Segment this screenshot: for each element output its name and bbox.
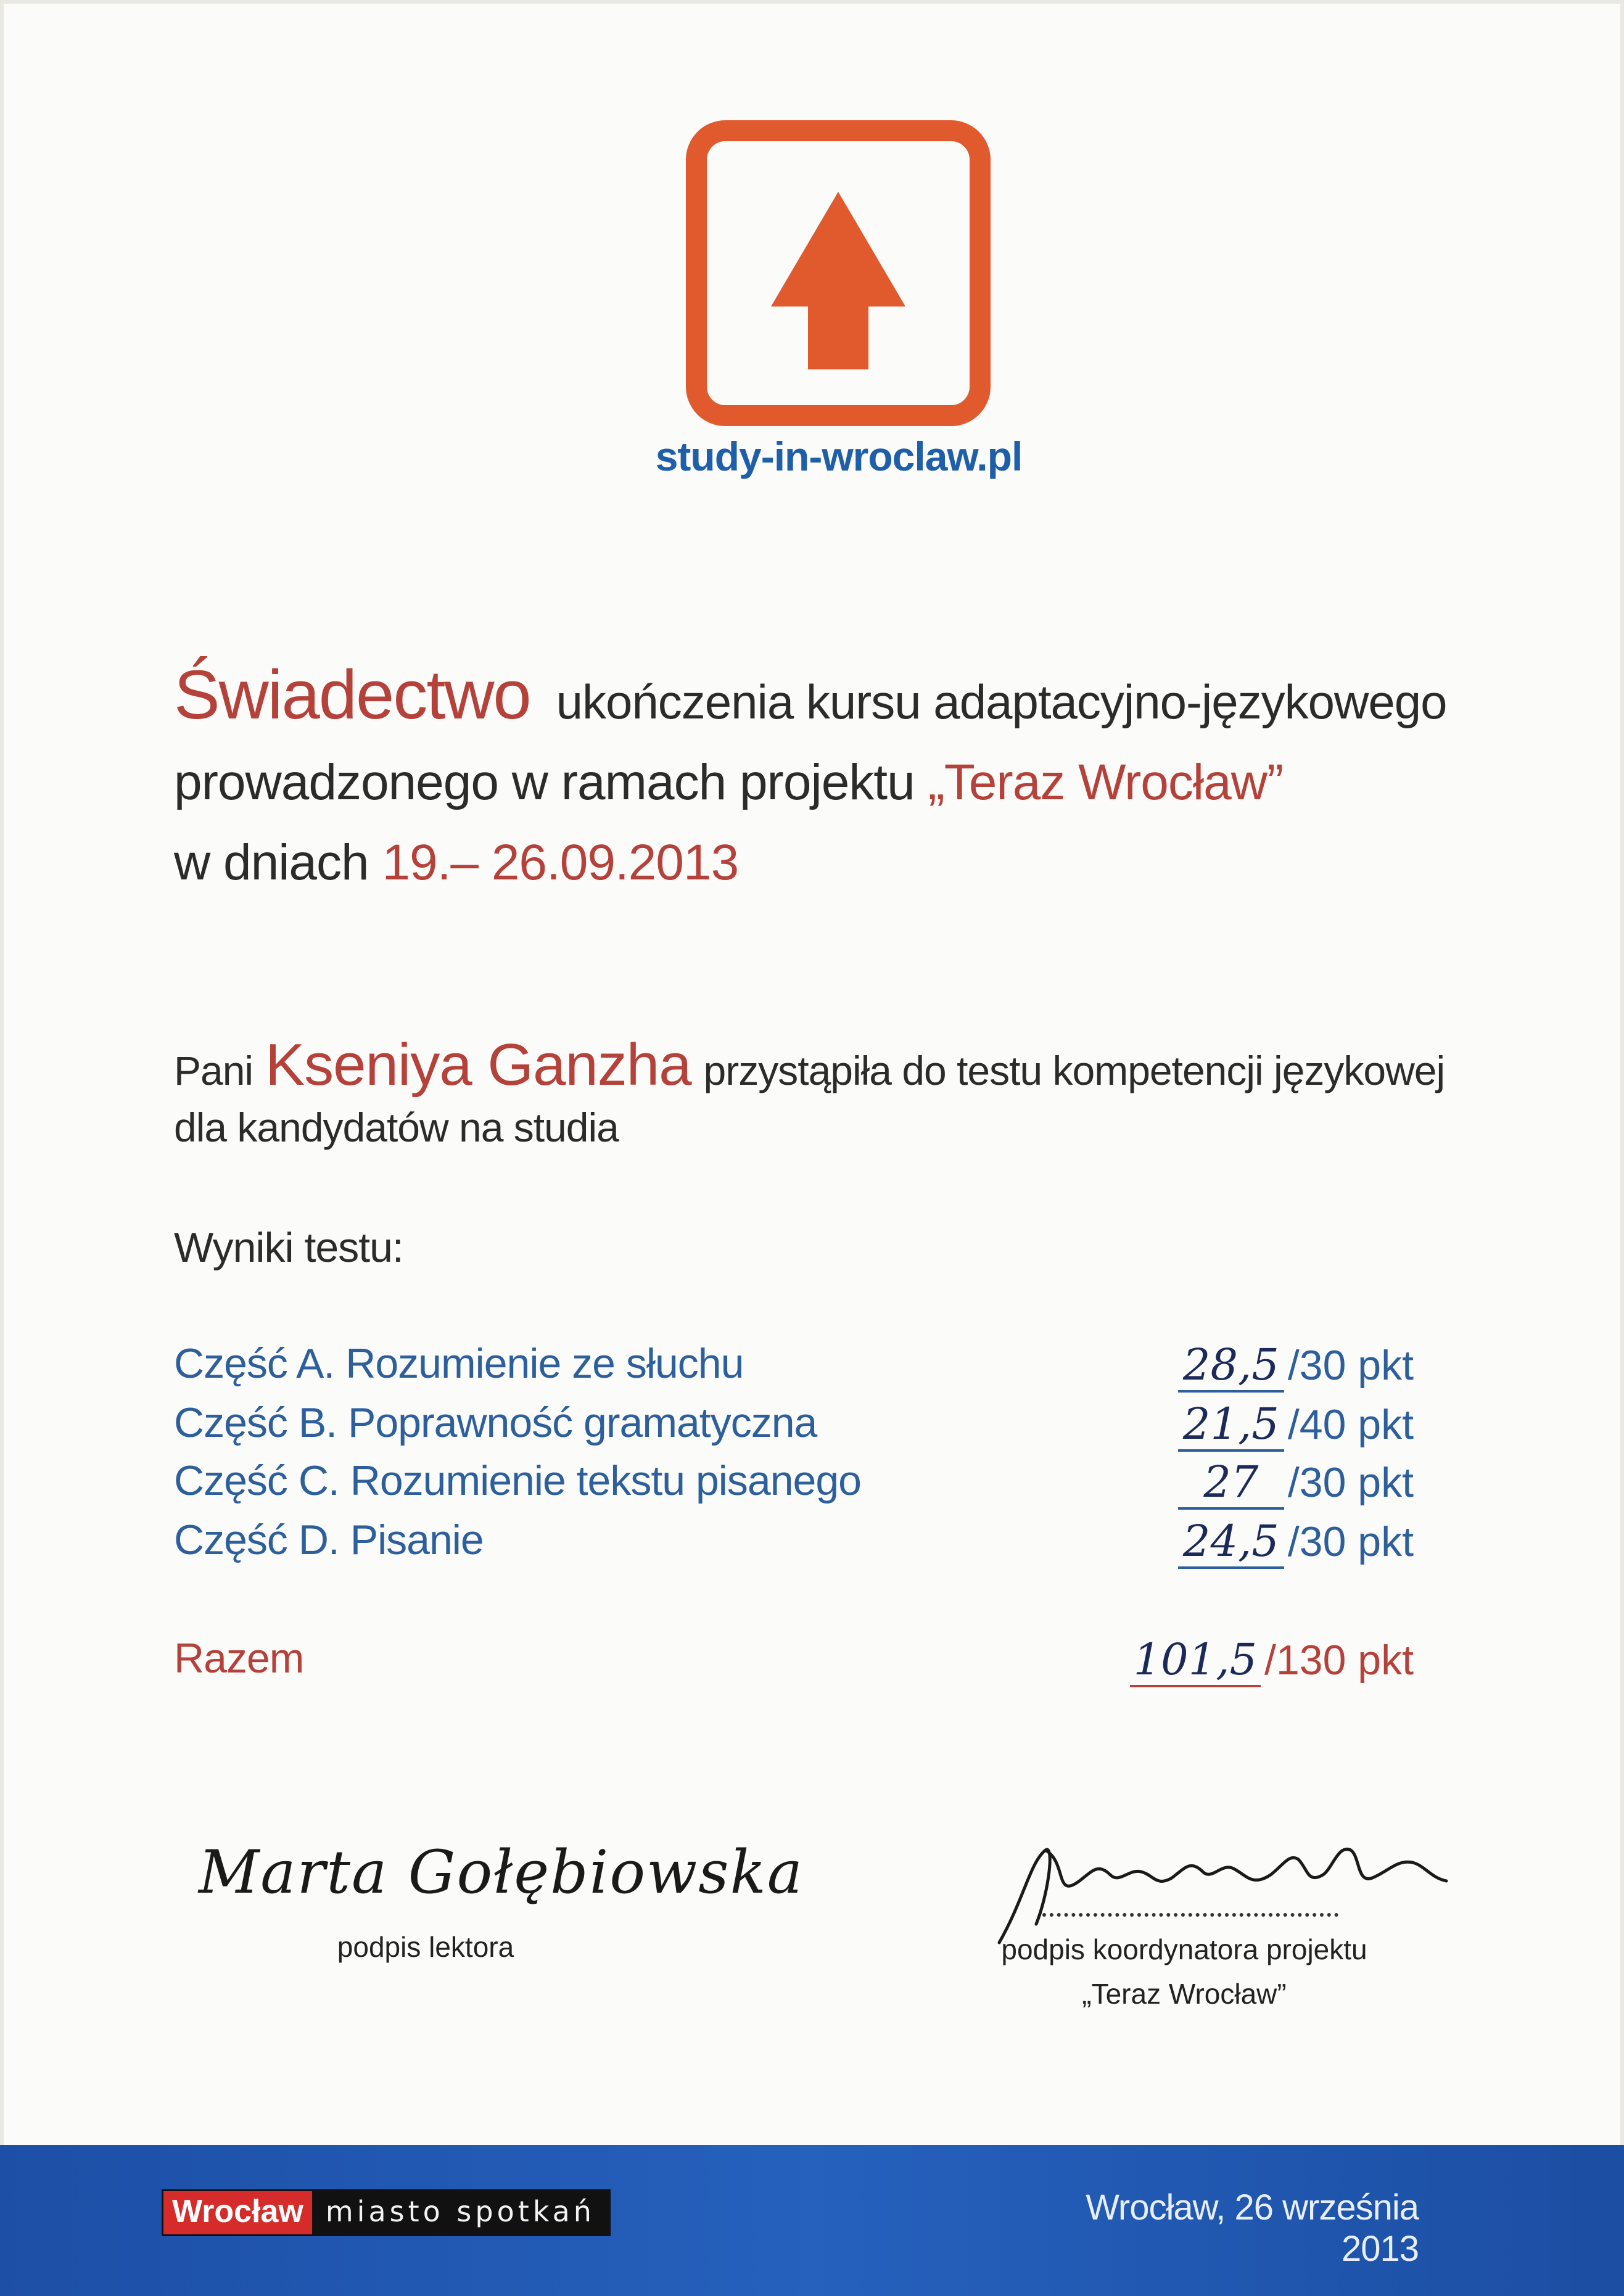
title-subline: ukończenia kursu adaptacyjno-językowego xyxy=(556,675,1447,729)
participant-prefix: Pani xyxy=(174,1048,253,1093)
result-score xyxy=(1178,1399,1414,1452)
handwritten-score: 28,5 xyxy=(1178,1339,1284,1393)
participant-suffix: przystąpiła do testu kompetencji językowej xyxy=(703,1048,1445,1093)
max-points: /30 pkt xyxy=(1287,1518,1414,1565)
handwritten-score: 24,5 xyxy=(1178,1516,1284,1569)
signature-dotted-line xyxy=(1042,1913,1338,1917)
total-max-points: /130 pkt xyxy=(1264,1637,1414,1684)
result-score xyxy=(1178,1516,1414,1569)
dates-line xyxy=(174,834,738,892)
coordinator-signature xyxy=(987,1825,1456,1949)
project-prefix: prowadzonego w ramach projektu xyxy=(174,754,915,810)
handwritten-total: 101,5 xyxy=(1130,1634,1261,1687)
coordinator-project-label: „Teraz Wrocław” xyxy=(1082,1978,1287,2010)
miasto-spotkan-text: miasto spotkań xyxy=(325,2195,595,2228)
wroclaw-city-logo xyxy=(162,2189,611,2236)
up-arrow-icon xyxy=(707,141,970,405)
participant-line-2: dla kandydatów na studia xyxy=(174,1105,619,1150)
result-score xyxy=(1178,1457,1414,1510)
max-points: /40 pkt xyxy=(1287,1401,1414,1448)
dates-prefix: w dniach xyxy=(174,834,369,891)
coordinator-signature-label: podpis koordynatora projektu xyxy=(1001,1933,1367,1965)
certificate-title-line xyxy=(174,655,1447,734)
max-points: /30 pkt xyxy=(1287,1342,1414,1389)
lecturer-signature: Marta Gołębiowska xyxy=(199,1838,804,1907)
course-dates: 19.– 26.09.2013 xyxy=(382,834,739,891)
wroclaw-logo-text: Wrocław xyxy=(163,2191,312,2234)
project-line xyxy=(174,754,1283,812)
result-row-d xyxy=(174,1516,1414,1571)
handwritten-score: 27 xyxy=(1178,1457,1284,1510)
result-label: Część D. Pisanie xyxy=(174,1516,484,1563)
issue-date: Wrocław, 26 września 2013 xyxy=(1086,2187,1419,2269)
result-label: Część C. Rozumienie tekstu pisanego xyxy=(174,1457,861,1504)
handwritten-score: 21,5 xyxy=(1178,1399,1284,1452)
result-row-a xyxy=(174,1339,1414,1395)
participant-line xyxy=(174,1031,1445,1099)
result-row-c xyxy=(174,1457,1414,1512)
total-label: Razem xyxy=(174,1635,304,1682)
participant-name: Kseniya Ganzha xyxy=(265,1032,691,1098)
study-in-wroclaw-logo xyxy=(686,120,991,426)
result-label: Część A. Rozumienie ze słuchu xyxy=(174,1340,744,1387)
result-score xyxy=(1178,1339,1414,1393)
result-row-total xyxy=(174,1634,1414,1690)
lecturer-signature-label: podpis lektora xyxy=(337,1931,514,1963)
logo-url-text: study-in-wroclaw.pl xyxy=(655,434,1023,479)
result-row-b xyxy=(174,1399,1414,1454)
max-points: /30 pkt xyxy=(1287,1459,1414,1506)
certificate-title: Świadectwo xyxy=(174,656,530,733)
results-label: Wyniki testu: xyxy=(174,1224,403,1271)
total-score xyxy=(1130,1634,1414,1687)
project-name: „Teraz Wrocław” xyxy=(928,754,1284,810)
result-label: Część B. Poprawność gramatyczna xyxy=(174,1399,817,1446)
